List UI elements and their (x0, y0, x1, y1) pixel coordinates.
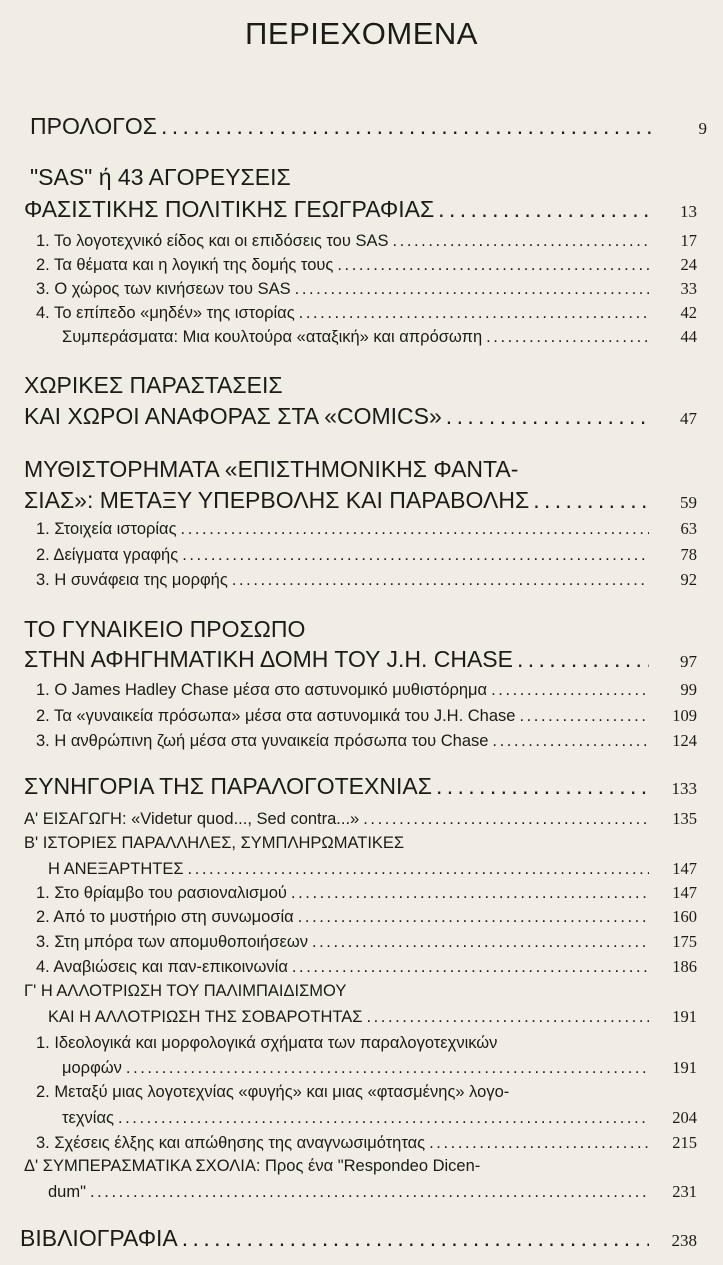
page-number: 204 (672, 1108, 697, 1127)
page-number: 186 (672, 957, 697, 976)
toc-subentry (0, 859, 723, 879)
toc-subentry (0, 932, 723, 952)
toc-entry-comics (0, 403, 723, 430)
page-number: 59 (680, 493, 697, 512)
entry-text: μορφών (62, 1059, 122, 1077)
toc-entry-sas (0, 196, 723, 223)
dot-leader (438, 196, 649, 223)
entry-text: dum" (48, 1183, 86, 1201)
toc-subentry (0, 327, 723, 347)
dot-leader (337, 256, 649, 275)
dot-leader (446, 403, 649, 430)
subentry-line: 1. Ιδεολογικά και μορφολογικά σχήματα των παραλογοτεχνικών (36, 1034, 498, 1052)
page-number: 92 (680, 570, 697, 589)
page-number: 99 (680, 680, 697, 699)
page-number: 42 (680, 303, 697, 322)
toc-subentry (0, 279, 723, 299)
dot-leader (292, 958, 649, 977)
entry-text: 3. Στη μπόρα των απομυθοποιήσεων (36, 933, 308, 951)
page-number: 133 (671, 779, 697, 798)
entry-text: ΣΙΑΣ»: ΜΕΤΑΞΥ ΥΠΕΡΒΟΛΗΣ ΚΑΙ ΠΑΡΑΒΟΛΗΣ (24, 487, 530, 513)
toc-subentry (0, 545, 723, 565)
toc-subentry (0, 255, 723, 275)
page-number: 160 (672, 907, 697, 926)
entry-text: Α' ΕΙΣΑΓΩΓΗ: «Videtur quod..., Sed contra...» (24, 810, 360, 828)
page-number: 147 (672, 859, 697, 878)
subentry-line: 2. Μεταξύ μιας λογοτεχνίας «φυγής» και μιας «φτασμένης» λογο- (36, 1083, 510, 1101)
toc-subentry (0, 570, 723, 590)
dot-leader (436, 773, 649, 800)
toc-subentry (0, 809, 723, 829)
toc-subentry (0, 303, 723, 323)
entry-text: Η ΑΝΕΞΑΡΤΗΤΕΣ (48, 860, 184, 878)
dot-leader (312, 933, 649, 952)
section-heading-line: Β' ΙΣΤΟΡΙΕΣ ΠΑΡΑΛΛΗΛΕΣ, ΣΥΜΠΛΗΡΩΜΑΤΙΚΕΣ (24, 834, 405, 852)
toc-subentry (0, 957, 723, 977)
dot-leader (363, 810, 649, 829)
entry-text: 3. Η συνάφεια της μορφής (36, 571, 228, 589)
entry-text: 3. Σχέσεις έλξης και απώθησης της αναγνωσιμότητας (36, 1134, 426, 1152)
dot-leader (188, 860, 649, 879)
entry-text: ΚΑΙ ΧΩΡΟΙ ΑΝΑΦΟΡΑΣ ΣΤΑ «COMICS» (24, 403, 442, 429)
page-number: 238 (671, 1231, 697, 1250)
dot-leader (517, 646, 649, 673)
entry-text: ΣΥΝΗΓΟΡΙΑ ΤΗΣ ΠΑΡΑΛΟΓΟΤΕΧΝΙΑΣ (24, 773, 432, 799)
toc-subentry (0, 231, 723, 251)
dot-leader (392, 232, 649, 251)
entry-text: 1. Στο θρίαμβο του ρασιοναλισμού (36, 884, 287, 902)
page-number: 78 (680, 545, 697, 564)
entry-text: 3. Ο χώρος των κινήσεων του SAS (36, 280, 291, 298)
page-title: ΠΕΡΙΕΧΟΜΕΝΑ (245, 16, 478, 51)
page-number: 33 (680, 279, 697, 298)
toc-entry-paraliterature (0, 773, 723, 800)
dot-leader (298, 908, 649, 927)
entry-text: ΣΤΗΝ ΑΦΗΓΗΜΑΤΙΚΗ ΔΟΜΗ ΤΟΥ J.H. CHASE (24, 646, 513, 672)
dot-leader (90, 1183, 649, 1202)
page-number: 63 (680, 519, 697, 538)
entry-text: 4. Αναβιώσεις και παν-επικοινωνία (36, 958, 288, 976)
dot-leader (232, 571, 649, 590)
dot-leader (295, 280, 649, 299)
entry-text: 1. Στοιχεία ιστορίας (36, 520, 177, 538)
dot-leader (181, 520, 649, 539)
page-number: 97 (680, 652, 697, 671)
toc-subentry (0, 1007, 723, 1027)
chapter-heading-line: "SAS" ή 43 ΑΓΟΡΕΥΣΕΙΣ (30, 164, 291, 190)
page-number: 47 (680, 409, 697, 428)
chapter-heading-line: ΤΟ ΓΥΝΑΙΚΕΙΟ ΠΡΟΣΩΠΟ (24, 616, 306, 642)
entry-text: ΒΙΒΛΙΟΓΡΑΦΙΑ (20, 1225, 178, 1251)
chapter-heading-line: ΜΥΘΙΣΤΟΡΗΜΑΤΑ «ΕΠΙΣΤΗΜΟΝΙΚΗΣ ΦΑΝΤΑ- (24, 456, 519, 482)
toc-subentry (0, 1108, 723, 1128)
section-heading-line: Δ' ΣΥΜΠΕΡΑΣΜΑΤΙΚΑ ΣΧΟΛΙΑ: Προς ένα "Respondeo Dicen- (24, 1157, 481, 1175)
toc-entry-scifi (0, 487, 723, 514)
dot-leader (126, 1059, 649, 1078)
entry-text: 1. Ο James Hadley Chase μέσα στο αστυνομικό μυθιστόρημα (36, 681, 488, 699)
page-number: 44 (680, 327, 697, 346)
page-number: 147 (672, 883, 697, 902)
section-heading-line: Γ' Η ΑΛΛΟΤΡΙΩΣΗ ΤΟΥ ΠΑΛΙΜΠΑΙΔΙΣΜΟΥ (24, 982, 347, 1000)
toc-subentry (0, 519, 723, 539)
page-number: 124 (672, 731, 697, 750)
dot-leader (291, 884, 649, 903)
toc-subentry (0, 706, 723, 726)
entry-text: ΠΡΟΛΟΓΟΣ (30, 113, 157, 139)
page-number: 109 (672, 706, 697, 725)
page-number: 13 (680, 202, 697, 221)
entry-text: 2. Δείγματα γραφής (36, 546, 179, 564)
toc-subentry (0, 907, 723, 927)
page-number: 175 (672, 932, 697, 951)
entry-text: 2. Τα «γυναικεία πρόσωπα» μέσα στα αστυνομικά του J.H. Chase (36, 707, 516, 725)
dot-leader (492, 732, 649, 751)
entry-text: 2. Τα θέματα και η λογική της δομής τους (36, 256, 334, 274)
entry-text: 4. Το επίπεδο «μηδέν» της ιστορίας (36, 304, 295, 322)
dot-leader (182, 546, 649, 565)
page-number: 24 (680, 255, 697, 274)
toc-subentry (0, 731, 723, 751)
entry-text: 3. Η ανθρώπινη ζωή μέσα στα γυναικεία πρόσωπα του Chase (36, 732, 489, 750)
chapter-heading-line: ΧΩΡΙΚΕΣ ΠΑΡΑΣΤΑΣΕΙΣ (24, 372, 283, 398)
toc-entry-bibliography (0, 1225, 723, 1252)
dot-leader (161, 113, 659, 140)
dot-leader (519, 707, 649, 726)
entry-text: τεχνίας (62, 1109, 114, 1127)
page-number: 215 (672, 1133, 697, 1152)
entry-text: Συμπεράσματα: Μια κουλτούρα «αταξική» και απρόσωπη (62, 328, 483, 346)
dot-leader (299, 304, 649, 323)
entry-text: ΦΑΣΙΣΤΙΚΗΣ ΠΟΛΙΤΙΚΗΣ ΓΕΩΓΡΑΦΙΑΣ (24, 196, 435, 222)
toc-subentry (0, 1133, 723, 1153)
page-number: 191 (672, 1007, 697, 1026)
page-number: 9 (698, 119, 707, 138)
dot-leader (182, 1225, 649, 1252)
page-number: 17 (680, 231, 697, 250)
page-number: 191 (672, 1058, 697, 1077)
entry-text: ΚΑΙ Η ΑΛΛΟΤΡΙΩΣΗ ΤΗΣ ΣΟΒΑΡΟΤΗΤΑΣ (48, 1008, 363, 1026)
page-number: 231 (672, 1182, 697, 1201)
dot-leader (118, 1109, 649, 1128)
toc-entry-chase (0, 646, 723, 673)
toc-subentry (0, 680, 723, 700)
entry-text: 1. Το λογοτεχνικό είδος και οι επιδόσεις του SAS (36, 232, 389, 250)
dot-leader (491, 681, 649, 700)
entry-text: 2. Από το μυστήριο στη συνωμοσία (36, 908, 294, 926)
dot-leader (486, 328, 649, 347)
toc-subentry (0, 1058, 723, 1078)
dot-leader (429, 1134, 649, 1153)
page-number: 135 (672, 809, 697, 828)
toc-subentry (0, 883, 723, 903)
toc-subentry (0, 1182, 723, 1202)
toc-entry-prologue (0, 113, 723, 140)
dot-leader (533, 487, 649, 514)
dot-leader (366, 1008, 649, 1027)
